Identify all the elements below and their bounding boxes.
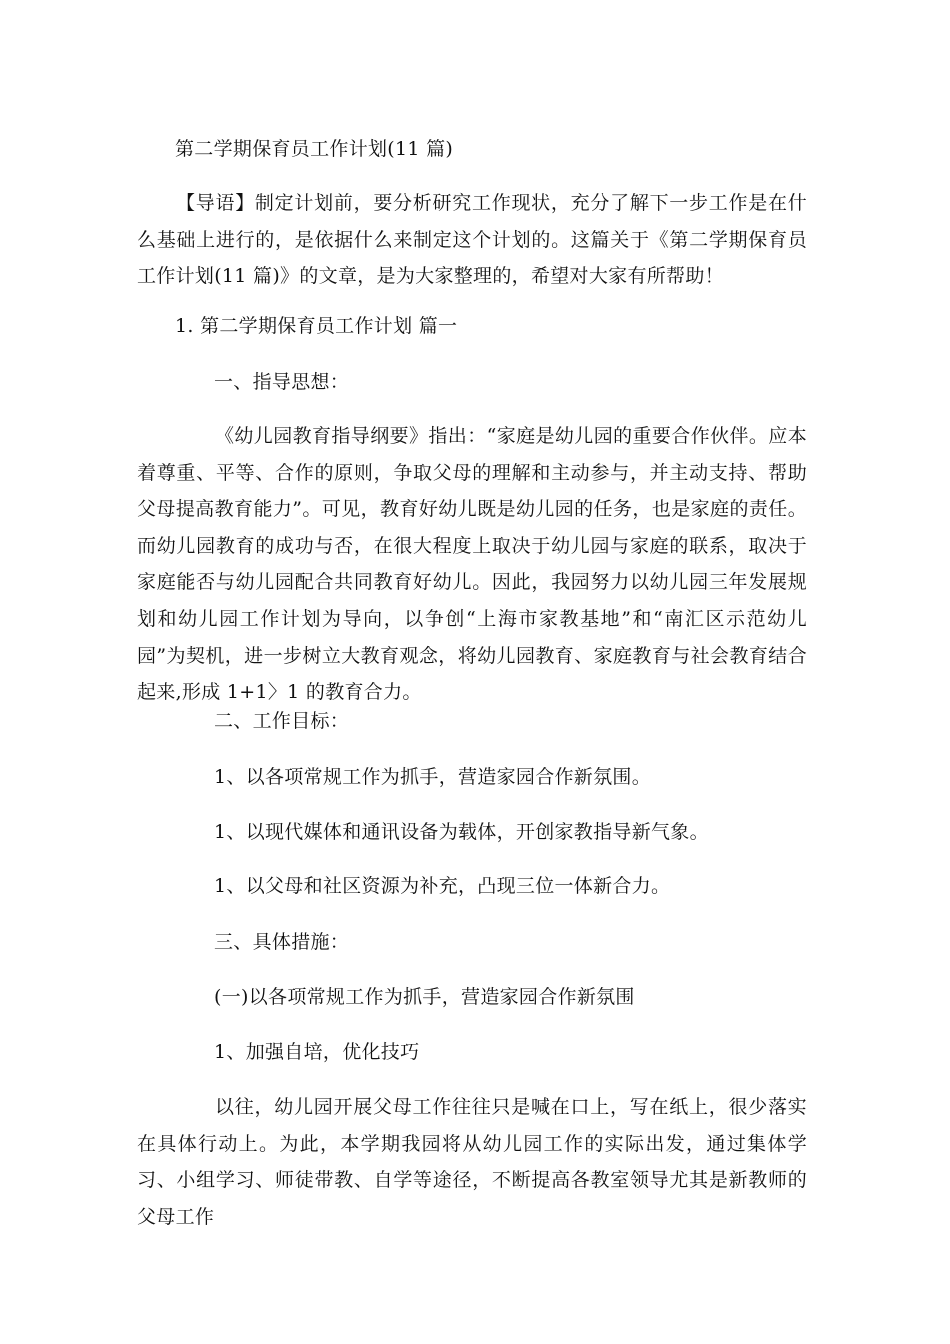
part2-heading: 二、工作目标： (214, 710, 350, 732)
part3-heading: 三、具体措施： (214, 931, 350, 953)
part1-body: 《幼儿园教育指导纲要》指出：“家庭是幼儿园的重要合作伙伴。应本着尊重、平等、合作的原则，争取父母的理解和主动参与，并主动支持、帮助父母提高教育能力”。可见，教育好幼儿既是幼儿园的任务，也是家庭的责任。而幼儿园教育的成功与否，在很大程度上取决于幼儿园与家庭的联系，取决于家庭能否与幼儿园配合共同教育好幼儿。因此，我园努力以幼儿园三年发展规划和幼儿园工作计划为导向，以争创“上海市家教基地”和“南汇区示范幼儿园”为契机，进一步树立大教育观念，将幼儿园教育、家庭教育与社会教育结合起来,形成 1+1〉1 的教育合力。 (137, 425, 807, 704)
measure-subheading: 1、加强自培，优化技巧 (214, 1041, 420, 1063)
goal-item: 1、以现代媒体和通讯设备为载体，开创家教指导新气象。 (214, 821, 709, 843)
measure-heading: (一)以各项常规工作为抓手，营造家园合作新氛围 (214, 986, 635, 1008)
section-heading: 1. 第二学期保育员工作计划 篇一 (175, 315, 458, 337)
goal-item: 1、以各项常规工作为抓手，营造家园合作新氛围。 (214, 766, 651, 788)
goal-item: 1、以父母和社区资源为补充，凸现三位一体新合力。 (214, 875, 671, 897)
intro-paragraph: 【导语】制定计划前，要分析研究工作现状，充分了解下一步工作是在什么基础上进行的，是依据什么来制定这个计划的。这篇关于《第二学期保育员工作计划(11 篇)》的文章，是为大家整理的，希望对大家有所帮助！ (137, 192, 807, 288)
measure-body: 以往，幼儿园开展父母工作往往只是喊在口上，写在纸上，很少落实在具体行动上。为此，本学期我园将从幼儿园工作的实际出发，通过集体学习、小组学习、师徒带教、自学等途径，不断提高各教室领导尤其是新教师的父母工作 (137, 1096, 807, 1228)
document-title: 第二学期保育员工作计划(11 篇) (175, 138, 454, 160)
part1-heading: 一、指导思想： (214, 371, 350, 393)
